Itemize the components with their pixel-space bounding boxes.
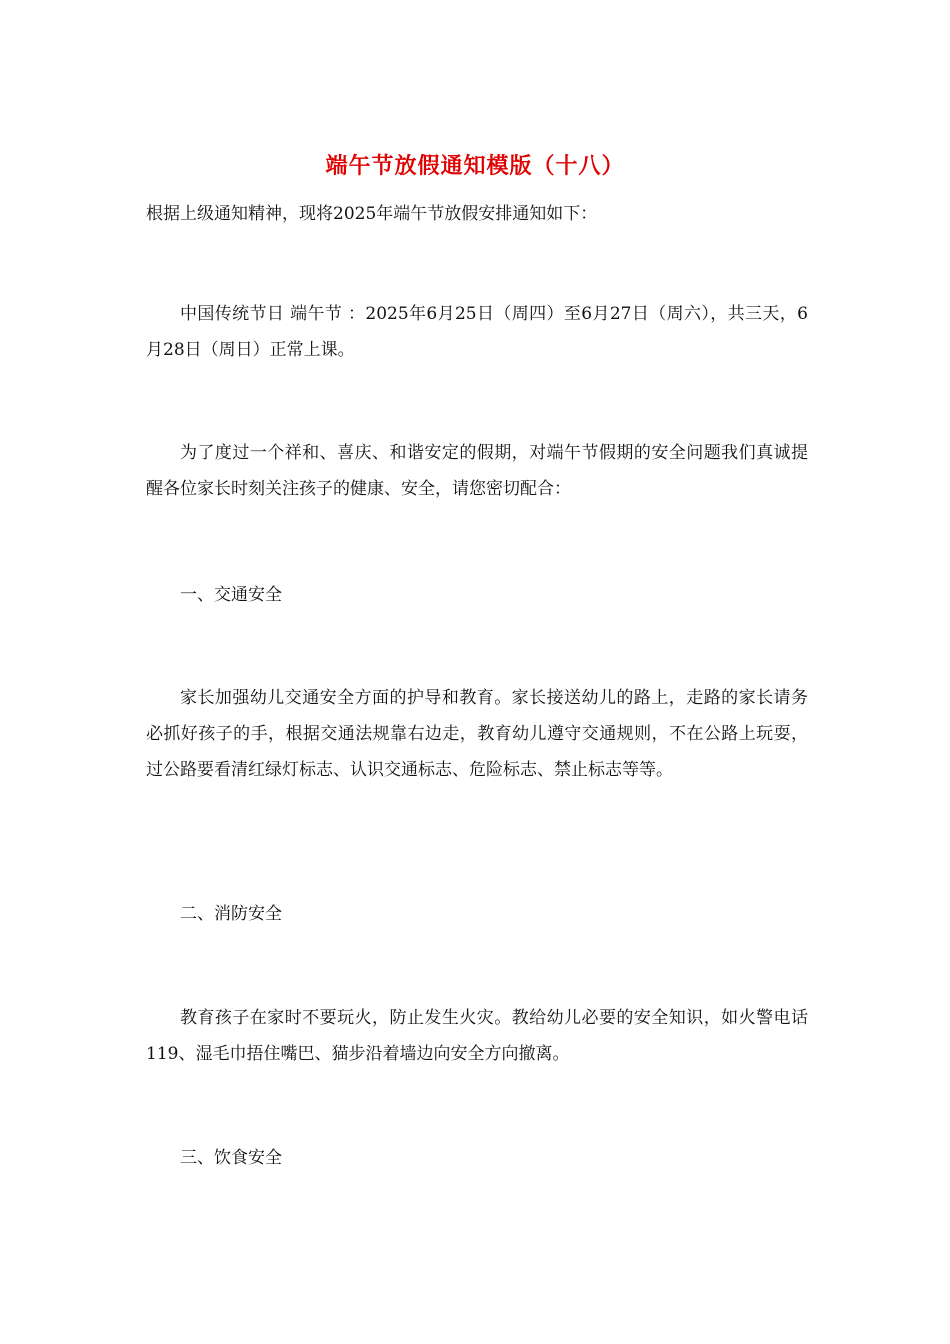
fire-heading: 二、消防安全 <box>180 904 282 924</box>
document-title: 端午节放假通知模版（十八） <box>325 153 625 179</box>
reminder-paragraph: 为了度过一个祥和、喜庆、和谐安定的假期，对端午节假期的安全问题我们真诚提醒各位家长时刻关注孩子的健康、安全，请您密切配合： <box>146 443 808 499</box>
intro-paragraph: 根据上级通知精神，现将2025年端午节放假安排通知如下： <box>146 204 598 224</box>
traffic-paragraph: 家长加强幼儿交通安全方面的护导和教育。家长接送幼儿的路上，走路的家长请务必抓好孩子的手，根据交通法规靠右边走，教育幼儿遵守交通规则，不在公路上玩耍，过公路要看清红绿灯标志、认识交通标志、危险标志、禁止标志等等。 <box>146 688 808 780</box>
fire-paragraph: 教育孩子在家时不要玩火，防止发生火灾。教给幼儿必要的安全知识，如火警电话119、湿毛巾捂住嘴巴、猫步沿着墙边向安全方向撤离。 <box>146 1008 808 1064</box>
food-heading: 三、饮食安全 <box>180 1148 282 1168</box>
traffic-heading: 一、交通安全 <box>180 585 282 605</box>
schedule-paragraph: 中国传统节日 端午节 ：2025年6月25日（周四）至6月27日（周六），共三天，6月28日（周日）正常上课。 <box>146 304 808 360</box>
